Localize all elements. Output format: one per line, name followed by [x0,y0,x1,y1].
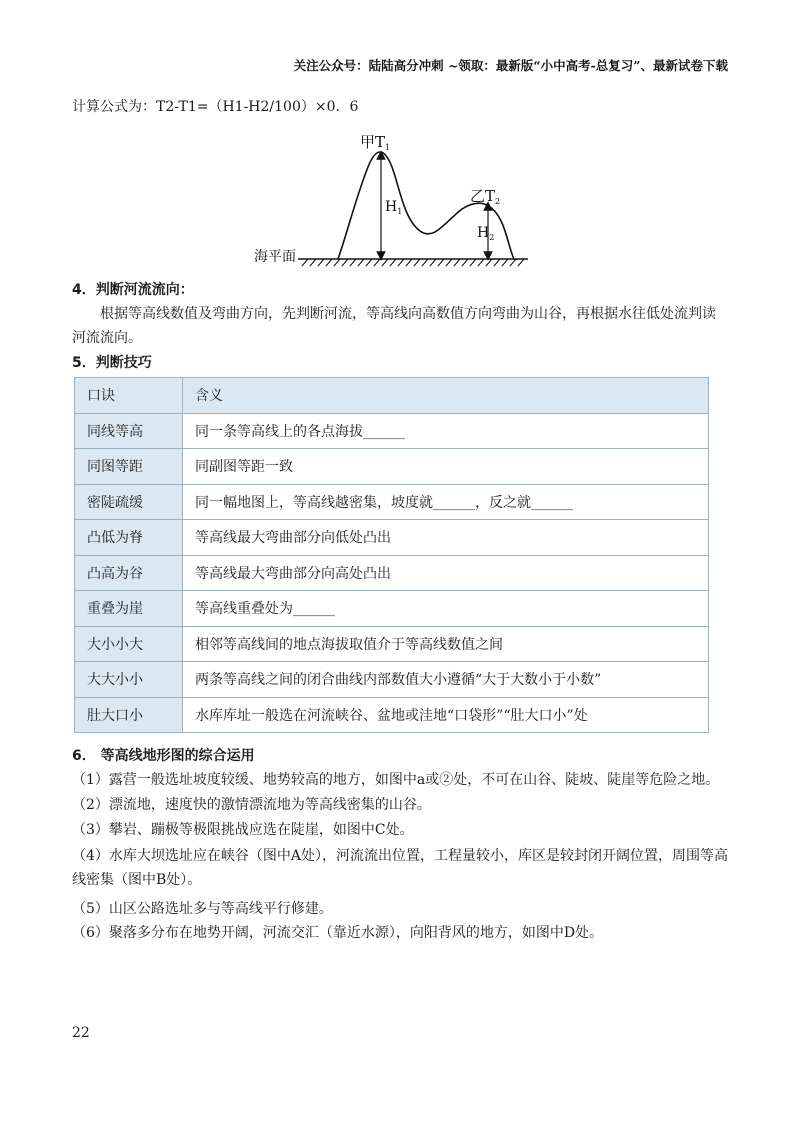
table-row [75,626,709,662]
mnemonic-cell: 重叠为崖 [75,591,183,627]
table-row [75,413,709,449]
tips-table [74,377,709,733]
mnemonic-cell: 同线等高 [75,413,183,449]
label-jia-t1: 甲$T_1$ [360,133,391,152]
meaning-cell: 相邻等高线间的地点海拔取值介于等高线数值之间 [183,626,709,662]
column-header-mnemonic: 口诀 [75,378,183,414]
mnemonic-cell: 凸高为谷 [75,555,183,591]
label-h1: $H_1$ [385,199,403,216]
list-item: （6）聚落多分布在地势开阔，河流交汇（靠近水源），向阳背风的地方，如图中D处。 [72,925,604,941]
mnemonic-cell: 同图等距 [75,449,183,485]
label-sea-level: 海平面 [254,249,296,265]
section4-body: 根据等高线数值及弯曲方向，先判断河流，等高线向高数值方向弯曲为山谷，再根据水往低处流判读河流流向。 [72,306,716,346]
temperature-altitude-diagram [248,127,538,267]
list-item: （2）漂流地，速度快的激情漂流地为等高线密集的山谷。 [72,797,431,813]
list-item: （3）攀岩、蹦极等极限挑战应选在陡崖，如图中C处。 [72,822,414,838]
table-row [75,591,709,627]
mnemonic-cell: 密陡疏缓 [75,484,183,520]
section5-heading: 5．判断技巧 [72,355,152,371]
meaning-cell: 水库库址一般选在河流峡谷、盆地或洼地“口袋形”“肚大口小”处 [183,697,709,733]
column-header-meaning: 含义 [183,378,709,414]
meaning-cell: 同一条等高线上的各点海拔______ [183,413,709,449]
list-item: （1）露营一般选址坡度较缓、地势较高的地方，如图中a或②处，不可在山谷、陡坡、陡崖等危险之地。 [72,772,720,788]
mnemonic-cell: 肚大口小 [75,697,183,733]
ground-hatch [302,259,524,266]
list-item: （4）水库大坝选址应在峡谷（图中A处），河流流出位置，工程量较小，库区是较封闭开阔位置，周围等高线密集（图中B处）。 [72,848,729,888]
mnemonic-cell: 大大小小 [75,662,183,698]
mnemonic-cell: 凸低为脊 [75,520,183,556]
table-row [75,555,709,591]
table-row [75,449,709,485]
table-header-row [75,378,709,414]
mountain-profile-figure [248,127,538,267]
meaning-cell: 等高线最大弯曲部分向低处凸出 [183,520,709,556]
label-yi-t2: 乙$T_2$ [470,187,501,206]
table-row [75,697,709,733]
table-row [75,662,709,698]
section4-heading: 4．判断河流流向： [72,282,194,298]
meaning-cell: 两条等高线之间的闭合曲线内部数值大小遵循“大于大数小于小数” [183,662,709,698]
meaning-cell: 同一幅地图上，等高线越密集，坡度就______，反之就______ [183,484,709,520]
page-header: 关注公众号：陆陆高分冲刺 ~领取：最新版“小中高考-总复习”、最新试卷下载 [293,58,728,73]
table-row [75,520,709,556]
mnemonic-cell: 大小小大 [75,626,183,662]
table-row [75,484,709,520]
page-number: 22 [72,1025,90,1041]
section6-heading: 6． 等高线地形图的综合运用 [72,748,255,764]
meaning-cell: 等高线最大弯曲部分向高处凸出 [183,555,709,591]
meaning-cell: 等高线重叠处为______ [183,591,709,627]
label-h2: $H_2$ [477,225,495,242]
formula-text: 计算公式为：T2-T1=（H1-H2/100）×0．6 [72,99,359,115]
list-item: （5）山区公路选址多与等高线平行修建。 [72,901,333,917]
meaning-cell: 同副图等距一致 [183,449,709,485]
